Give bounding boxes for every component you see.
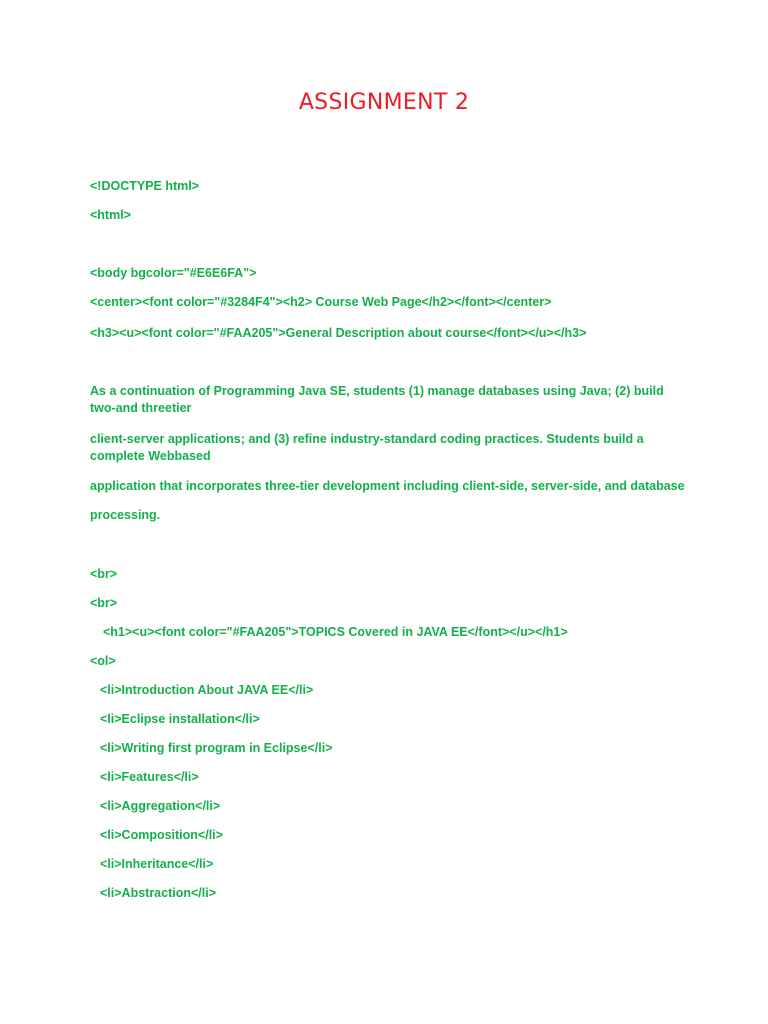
- list-item-line: <li>Inheritance</li>: [100, 857, 214, 871]
- list-item-line: <li>Aggregation</li>: [100, 799, 221, 813]
- document-title: ASSIGNMENT 2: [298, 90, 470, 115]
- list-item-line: <li>Introduction About JAVA EE</li>: [100, 683, 314, 697]
- code-line-h1: <h1><u><font color="#FAA205">TOPICS Covered in JAVA EE</font></u></h1>: [103, 625, 568, 639]
- list-item-line: <li>Writing first program in Eclipse</li>: [100, 741, 333, 755]
- code-line-br: <br>: [90, 596, 118, 610]
- paragraph-line: As a continuation of Programming Java SE, students (1) manage databases using Java; (2) build two-and threetier: [90, 384, 664, 415]
- list-item-line: <li>Features</li>: [100, 770, 199, 784]
- code-line-br: <br>: [90, 567, 118, 581]
- code-line-body-open: <body bgcolor="#E6E6FA">: [90, 266, 257, 280]
- paragraph-line: application that incorporates three-tier development including client-side, server-side, and database: [90, 479, 685, 493]
- list-item-line: <li>Composition</li>: [100, 828, 223, 842]
- code-line-doctype: <!DOCTYPE html>: [90, 179, 200, 193]
- paragraph-line: processing.: [90, 508, 161, 522]
- code-line-center: <center><font color="#3284F4"><h2> Course Web Page</h2></font></center>: [90, 295, 552, 309]
- code-line-ol-open: <ol>: [90, 654, 116, 668]
- paragraph-line: client-server applications; and (3) refine industry-standard coding practices. Students build a complete Webbased: [90, 432, 644, 463]
- list-item-line: <li>Eclipse installation</li>: [100, 712, 260, 726]
- list-item-line: <li>Abstraction</li>: [100, 886, 217, 900]
- code-line-html-open: <html>: [90, 208, 131, 222]
- code-line-h3: <h3><u><font color="#FAA205">General Description about course</font></u></h3>: [90, 326, 587, 340]
